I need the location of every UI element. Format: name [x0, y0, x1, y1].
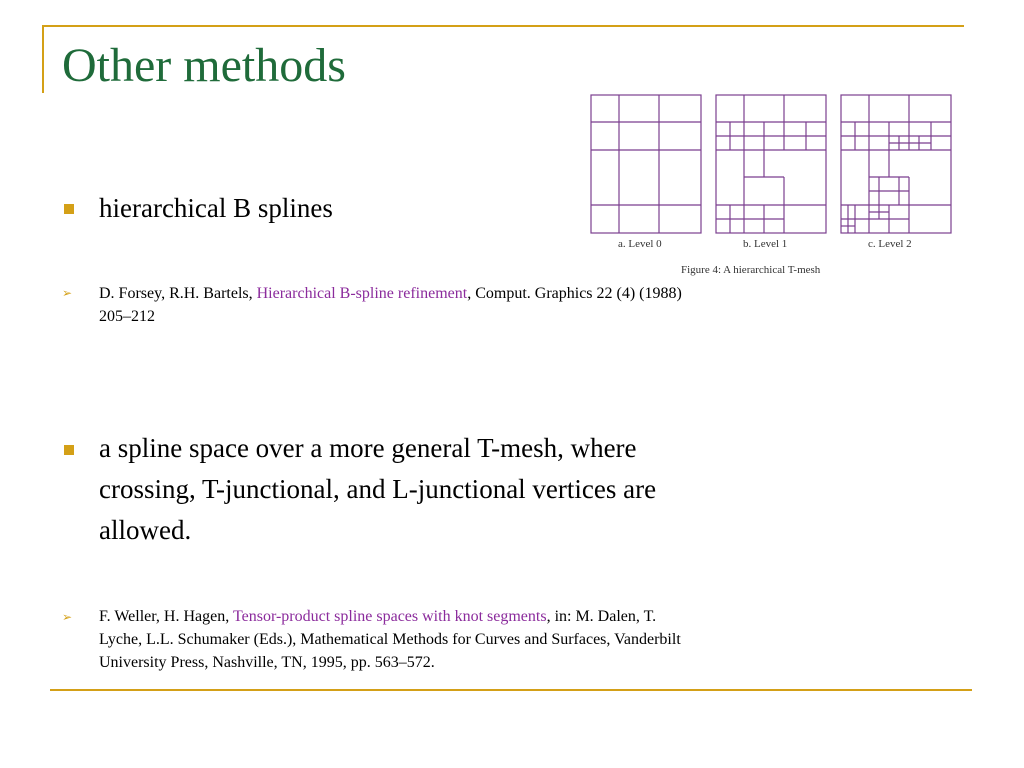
figure-label-level-0: a. Level 0: [618, 238, 662, 250]
bullet-square-icon: [64, 204, 74, 214]
reference-1-line-1: [99, 282, 682, 305]
reference-2-authors: F. Weller, H. Hagen,: [99, 608, 233, 625]
bullet-text-line-3: allowed.: [99, 515, 192, 545]
slide-title: Other methods: [62, 39, 346, 92]
t-mesh-diagram: [588, 92, 958, 237]
bullet-text-line-1: a spline space over a more general T-mesh, where: [99, 433, 637, 463]
mesh-level-0: [591, 95, 701, 233]
figure-label-level-2: c. Level 2: [868, 238, 912, 250]
bullet-text: [99, 428, 656, 551]
frame-left-rule: [42, 25, 44, 93]
bullet-text-line-2: crossing, T-junctional, and L-junctional vertices are: [99, 474, 657, 504]
reference-1-line-2: 205–212: [99, 308, 155, 325]
reference-1-authors: D. Forsey, R.H. Bartels,: [99, 285, 257, 302]
reference-2-link[interactable]: Tensor-product spline spaces with knot segments: [232, 608, 547, 625]
bullet-square-icon: [64, 445, 74, 455]
reference-1-link[interactable]: Hierarchical B-spline refinement: [256, 285, 468, 302]
mesh-level-1: [716, 95, 826, 233]
reference-2-line-1: [99, 605, 681, 628]
frame-bottom-rule: [50, 689, 972, 691]
figure-label-level-1: b. Level 1: [743, 238, 788, 250]
frame-top-rule: [42, 25, 964, 27]
bullet-text: hierarchical B splines: [99, 193, 333, 223]
reference-2-line-2: Lyche, L.L. Schumaker (Eds.), Mathematical Methods for Curves and Surfaces, Vanderbilt: [99, 631, 681, 648]
figure-caption: Figure 4: A hierarchical T-mesh: [681, 264, 821, 276]
t-mesh-figure: [588, 92, 958, 282]
reference-1-rest: , Comput. Graphics 22 (4) (1988): [467, 285, 682, 302]
reference-2: [99, 605, 681, 674]
reference-2-line-3: University Press, Nashville, TN, 1995, pp. 563–572.: [99, 654, 435, 671]
arrow-bullet-icon: ➢: [62, 286, 73, 300]
reference-1: [99, 282, 682, 328]
mesh-level-2: [841, 95, 951, 233]
arrow-bullet-icon: ➢: [62, 610, 73, 624]
reference-2-rest: , in: M. Dalen, T.: [546, 608, 657, 625]
